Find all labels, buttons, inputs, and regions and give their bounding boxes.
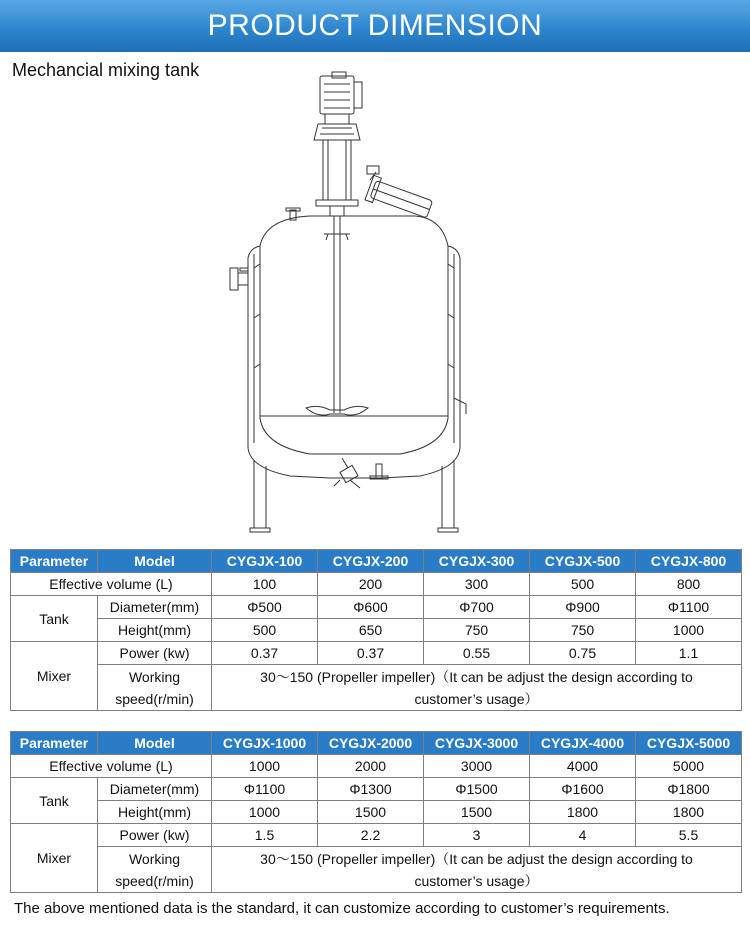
table-cell: 500 — [530, 573, 636, 596]
row-label-working-speed — [98, 847, 212, 893]
table-cell: 100 — [212, 573, 318, 596]
product-subtitle: Mechancial mixing tank — [12, 60, 200, 80]
table-header-row — [11, 550, 742, 573]
table-cell: 1800 — [636, 801, 742, 824]
table-cell: 2.2 — [318, 824, 424, 847]
table-cell: 1500 — [318, 801, 424, 824]
table-cell: Φ1300 — [318, 778, 424, 801]
tank-inner-shell — [260, 246, 448, 454]
table-cell: 3000 — [424, 755, 530, 778]
header-model-cell: CYGJX-800 — [636, 550, 742, 573]
header-model-cell: CYGJX-300 — [424, 550, 530, 573]
tank-leg-right — [442, 460, 454, 528]
speed-value-line-1: 30～150 (Propeller impeller)（It can be adjust the design according to — [260, 850, 693, 867]
table-cell: 5.5 — [636, 824, 742, 847]
row-group-mixer: Mixer — [11, 642, 98, 711]
table-cell: 1.5 — [212, 824, 318, 847]
table-cell: 1000 — [212, 801, 318, 824]
table-cell: 0.37 — [318, 642, 424, 665]
table-cell: Φ1500 — [424, 778, 530, 801]
upper-propeller — [324, 234, 350, 240]
table-row — [11, 847, 742, 893]
row-label-diameter: Diameter(mm) — [98, 778, 212, 801]
table-cell: 750 — [424, 619, 530, 642]
bottom-valve — [334, 458, 360, 488]
table-cell: 4 — [530, 824, 636, 847]
title-banner — [0, 0, 750, 52]
row-label-effective-volume: Effective volume (L) — [11, 573, 212, 596]
header-model-cell: CYGJX-5000 — [636, 732, 742, 755]
table-cell: Φ1100 — [212, 778, 318, 801]
table-cell: Φ500 — [212, 596, 318, 619]
table-header-row — [11, 732, 742, 755]
speed-value-line-1: 30～150 (Propeller impeller)（It can be adjust the design according to — [260, 668, 693, 685]
table-row — [11, 642, 742, 665]
table-row — [11, 824, 742, 847]
speed-value-line-2: customer’s usage） — [414, 690, 539, 707]
table-cell: Φ1600 — [530, 778, 636, 801]
speed-label-line-2: speed(r/min) — [115, 690, 194, 707]
mixing-tank-drawing — [210, 68, 490, 538]
speed-value-line-2: customer’s usage） — [414, 872, 539, 889]
header-parameter: Parameter — [11, 732, 98, 755]
spec-table-1 — [10, 549, 742, 711]
speed-label-line-1: Working — [128, 850, 181, 867]
row-label-diameter: Diameter(mm) — [98, 596, 212, 619]
row-label-working-speed — [98, 665, 212, 711]
table-row — [11, 801, 742, 824]
table-cell: 1500 — [424, 801, 530, 824]
table-cell: 300 — [424, 573, 530, 596]
header-model-cell: CYGJX-100 — [212, 550, 318, 573]
speed-label-line-2: speed(r/min) — [115, 872, 194, 889]
table-row — [11, 619, 742, 642]
table-cell: 500 — [212, 619, 318, 642]
table-cell: 5000 — [636, 755, 742, 778]
table-cell: Φ600 — [318, 596, 424, 619]
row-label-height: Height(mm) — [98, 801, 212, 824]
side-nozzle — [230, 268, 238, 290]
seal-column — [323, 140, 351, 200]
table-cell: 1800 — [530, 801, 636, 824]
table-cell: 0.55 — [424, 642, 530, 665]
speed-label-line-1: Working — [128, 668, 181, 685]
table-row — [11, 596, 742, 619]
row-label-height: Height(mm) — [98, 619, 212, 642]
tank-top-head — [260, 216, 448, 246]
table-cell: 1000 — [636, 619, 742, 642]
header-model: Model — [98, 732, 212, 755]
table-cell: Φ1800 — [636, 778, 742, 801]
footnote: The above mentioned data is the standard, it can customize according to customer’s requirements. — [14, 900, 670, 917]
tank-leg-left — [254, 460, 266, 528]
header-model-cell: CYGJX-200 — [318, 550, 424, 573]
row-group-tank: Tank — [11, 778, 98, 824]
row-label-power: Power (kw) — [98, 824, 212, 847]
row-group-mixer: Mixer — [11, 824, 98, 893]
header-parameter: Parameter — [11, 550, 98, 573]
table-cell: 4000 — [530, 755, 636, 778]
motor-terminal-box — [332, 72, 346, 78]
table-row — [11, 665, 742, 711]
table-cell: 650 — [318, 619, 424, 642]
working-speed-value — [212, 665, 742, 711]
table-row — [11, 573, 742, 596]
header-model-cell: CYGJX-500 — [530, 550, 636, 573]
table-cell: 750 — [530, 619, 636, 642]
row-label-power: Power (kw) — [98, 642, 212, 665]
table-cell: 200 — [318, 573, 424, 596]
header-model-cell: CYGJX-3000 — [424, 732, 530, 755]
manhole — [365, 175, 434, 221]
header-model: Model — [98, 550, 212, 573]
table-cell: 0.75 — [530, 642, 636, 665]
table-row — [11, 755, 742, 778]
row-label-effective-volume: Effective volume (L) — [11, 755, 212, 778]
table-cell: Φ700 — [424, 596, 530, 619]
table-cell: 1.1 — [636, 642, 742, 665]
table-cell: Φ900 — [530, 596, 636, 619]
bottom-propeller — [306, 406, 368, 415]
motor-fan-cover — [354, 82, 362, 108]
table-cell: 0.37 — [212, 642, 318, 665]
spec-table-2 — [10, 731, 742, 893]
working-speed-value — [212, 847, 742, 893]
header-model-cell: CYGJX-1000 — [212, 732, 318, 755]
page-title: PRODUCT DIMENSION — [207, 9, 543, 42]
header-model-cell: CYGJX-4000 — [530, 732, 636, 755]
header-model-cell: CYGJX-2000 — [318, 732, 424, 755]
table-cell: 2000 — [318, 755, 424, 778]
table-cell: 3 — [424, 824, 530, 847]
reducer-flange — [314, 124, 360, 140]
table-cell: 800 — [636, 573, 742, 596]
table-cell: 1000 — [212, 755, 318, 778]
table-cell: Φ1100 — [636, 596, 742, 619]
table-row — [11, 778, 742, 801]
gear-reducer — [325, 114, 349, 124]
row-group-tank: Tank — [11, 596, 98, 642]
